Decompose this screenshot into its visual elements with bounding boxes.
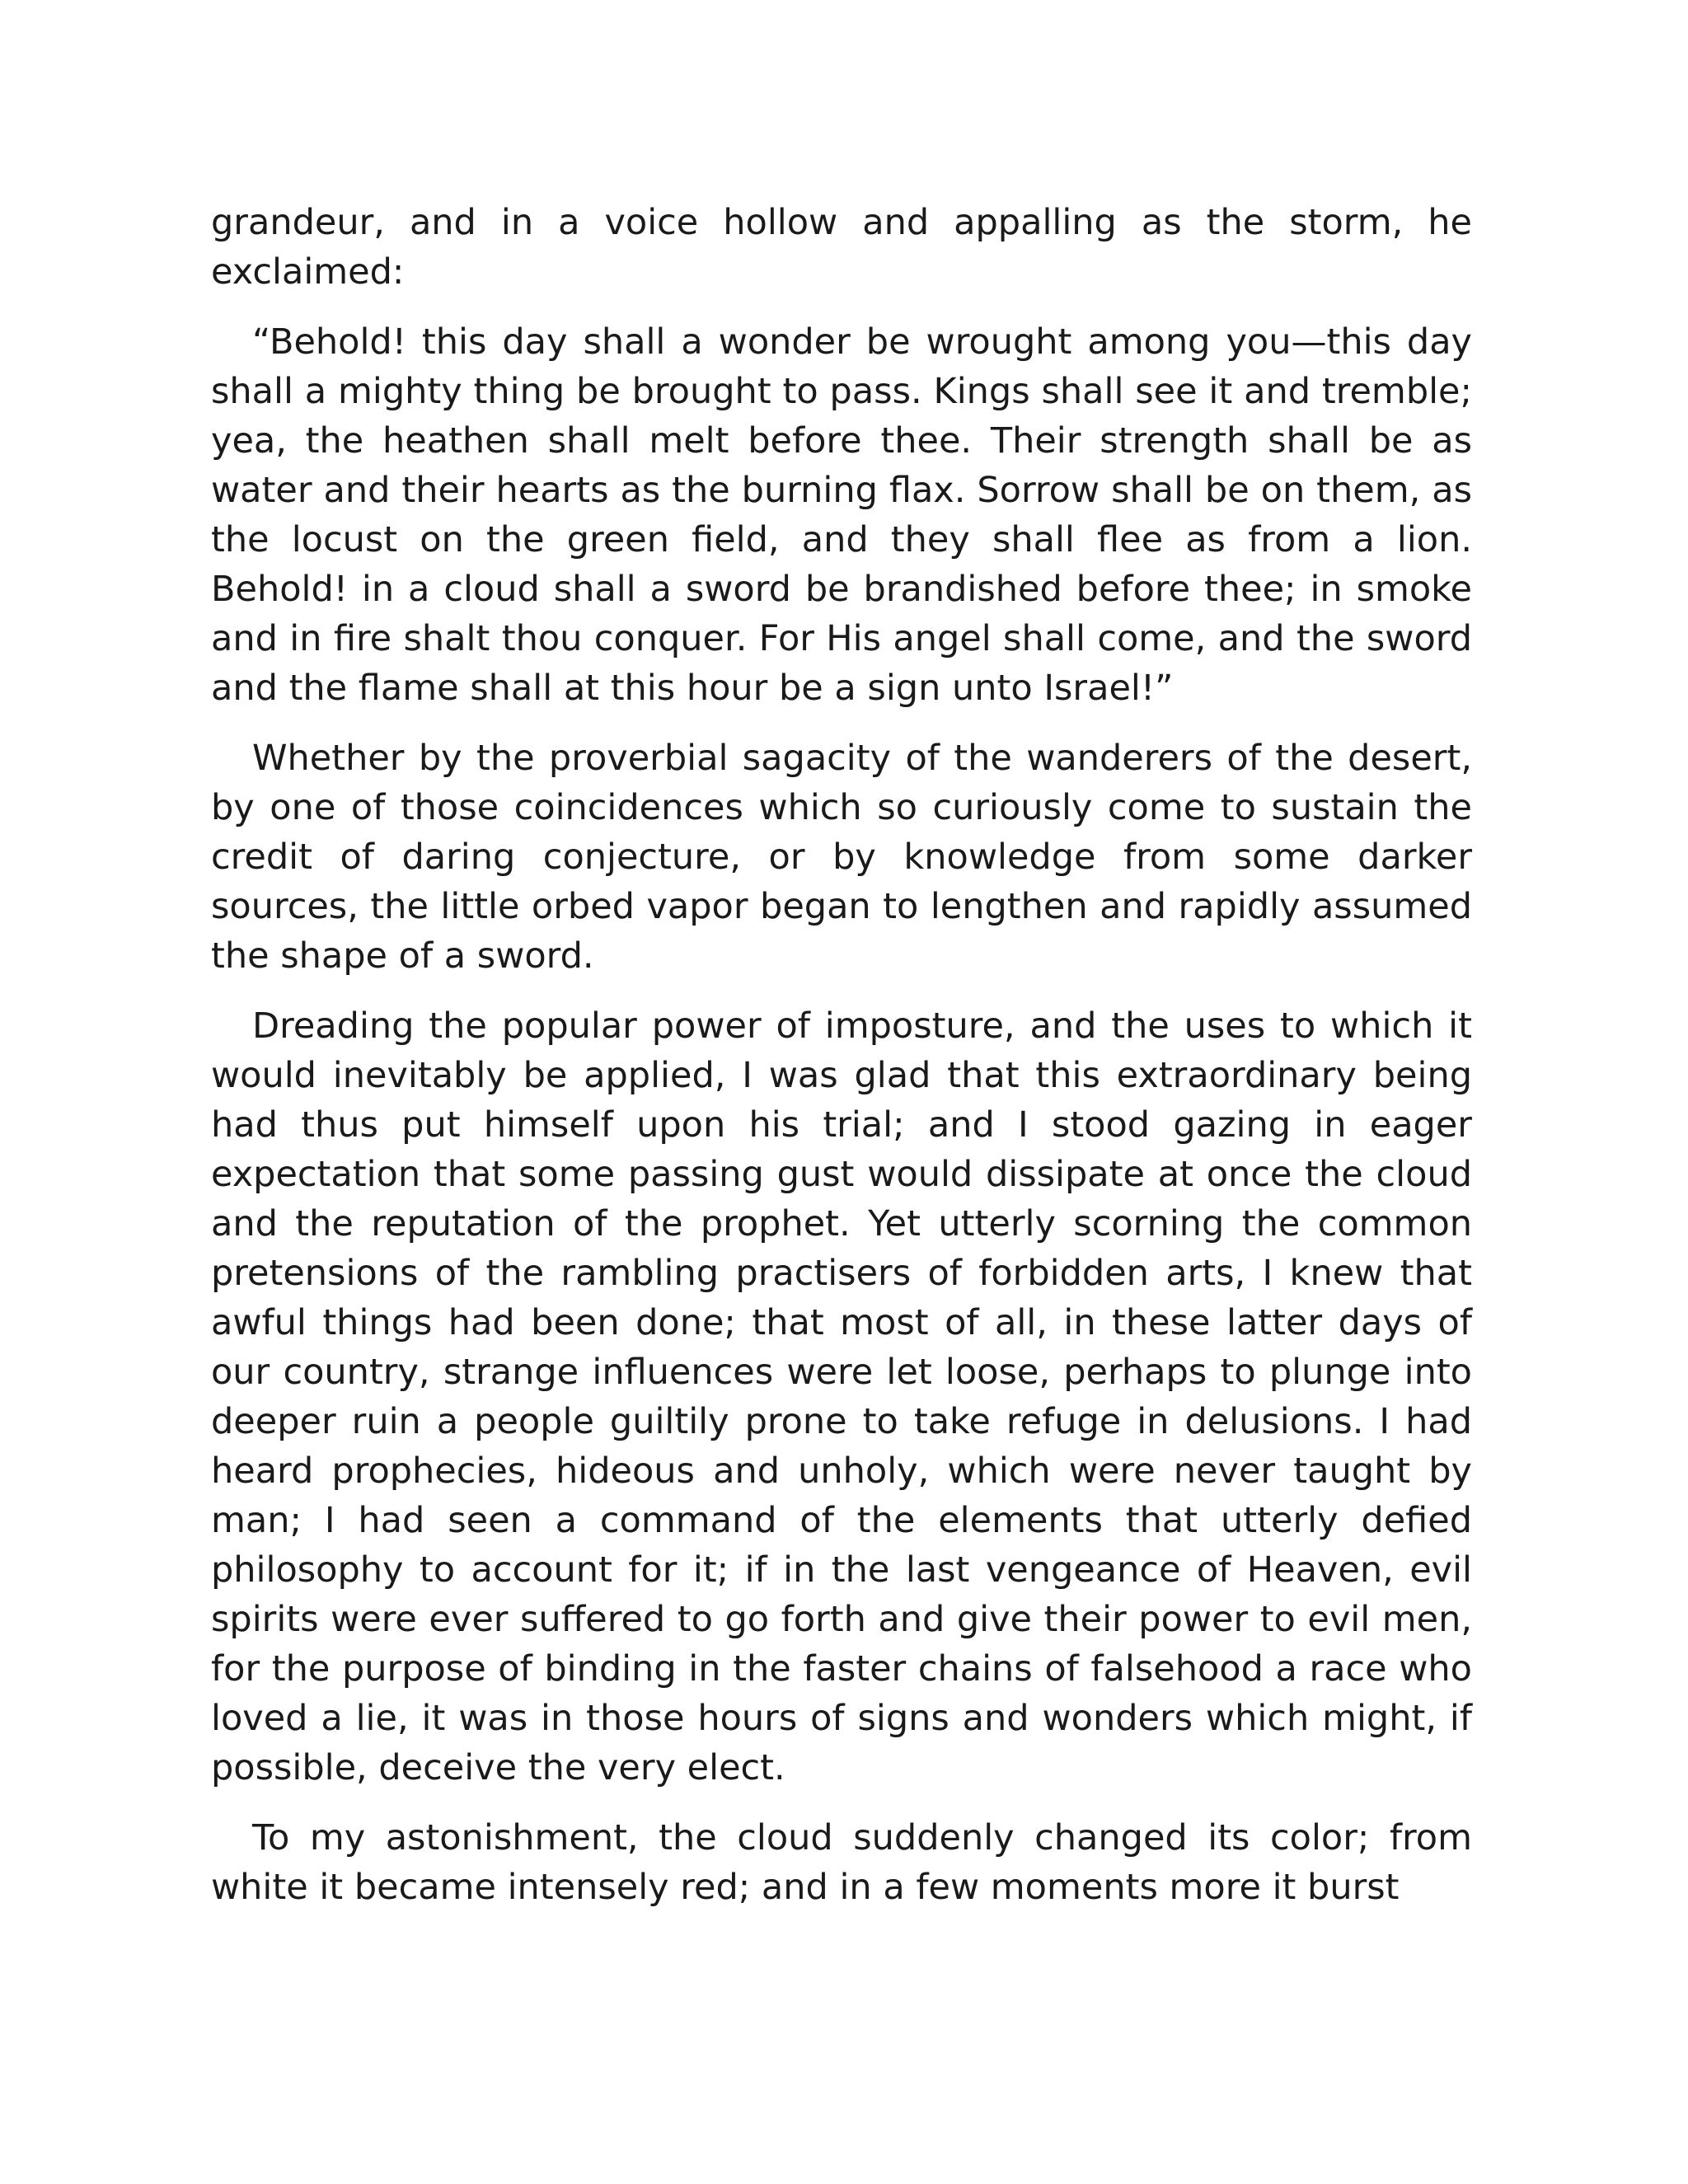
paragraph-sword-vapor: Whether by the proverbial sagacity of the wanderers of the desert, by one of those coincidences which so curiously come to sustain the credit of daring conjecture, or by knowledge from some darker sources, the little orbed vapor began to lengthen and rapidly assumed the shape of a sword. <box>211 738 1472 977</box>
paragraph-prophecy: “Behold! this day shall a wonder be wrought among you—this day shall a mighty thing be brought to pass. Kings shall see it and tremble; yea, the heathen shall melt before thee. Their strength shall be as water and their hearts as the burning flax. Sorrow shall be on them, as the locust on the green field, and they shall flee as from a lion. Behold! in a cloud shall a sword be brandished before thee; in smoke and in fire shalt thou conquer. For His angel shall come, and the sword and the flame shall at this hour be a sign unto Israel!” <box>211 321 1472 709</box>
paragraph-imposture: Dreading the popular power of imposture, and the uses to which it would inevitably be applied, I was glad that this extraordinary being had thus put himself upon his trial; and I stood gazing in eager expectation that some passing gust would dissipate at once the cloud and the reputation of the prophet. Yet utterly scorning the common pretensions of the rambling practisers of forbidden arts, I knew that awful things had been done; that most of all, in these latter days of our country, strange influences were let loose, perhaps to plunge into deeper ruin a people guiltily prone to take refuge in delusions. I had heard prophecies, hideous and unholy, which were never taught by man; I had seen a command of the elements that utterly defied philosophy to account for it; if in the last vengeance of Heaven, evil spirits were ever suffered to go forth and give their power to evil men, for the purpose of binding in the faster chains of falsehood a race who loved a lie, it was in those hours of signs and wonders which might, if possible, deceive the very elect. <box>211 1005 1472 1788</box>
page-body <box>211 198 1472 1912</box>
paragraph-cloud-red: To my astonishment, the cloud suddenly changed its color; from white it became intensely red; and in a few moments more it burst <box>211 1817 1472 1908</box>
paragraph-continuation: grandeur, and in a voice hollow and appalling as the storm, he exclaimed: <box>211 202 1472 293</box>
